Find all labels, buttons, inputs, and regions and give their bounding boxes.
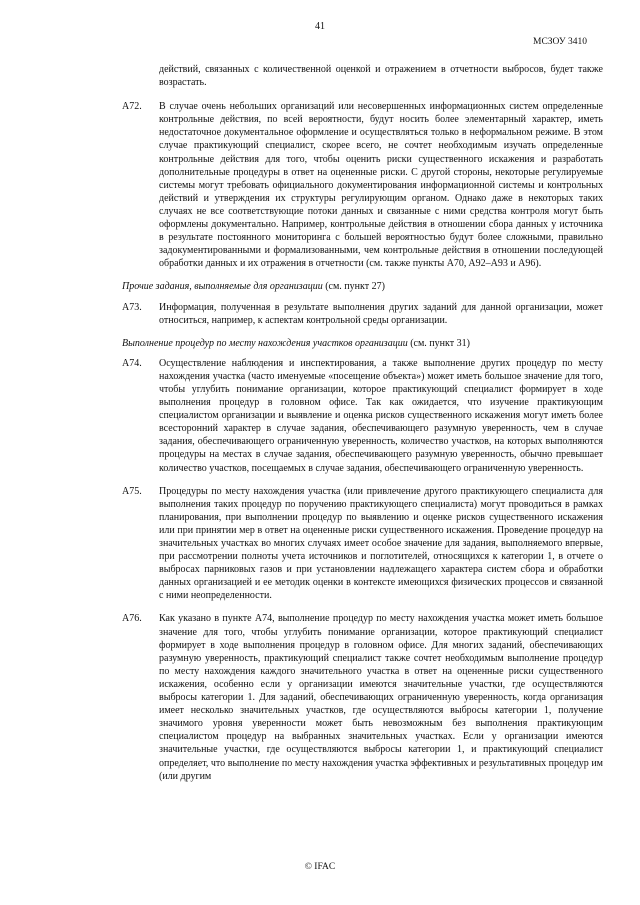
- numbered-paragraph: [122, 100, 603, 270]
- paragraph-text: Процедуры по месту нахождения участка (или привлечение другого практикующего специалиста для выполнения таких процедур по поручению практикующего специалиста) могут проводиться в рамках планирования, при выполнении процедур по выявлению и оценке рисков существенного искажения или при принятии мер в ответ на оцененные риски существенного искажения. Проведение процедур на значительных участках во многих случаях имеет особое значение для задания, выполняемого впервые, при рассмотрении полноты учета источников и поглотителей, относящихся к категории 1, в отчете о выбросах парниковых газов и при установлении надлежащего характера систем сбора и обработки данных организацией и ее методик оценки в контексте имеющихся физических процессов и связанной с ними неопределенности.: [159, 485, 603, 602]
- paragraph-number: A76.: [122, 613, 142, 625]
- standard-code: МСЗОУ 3410: [533, 37, 587, 47]
- numbered-paragraph: [122, 485, 603, 603]
- paragraph-text: Осуществление наблюдения и инспектирования, а также выполнение других процедур по месту нахождения участка (часто именуемые «посещение объекта») может иметь большое значение для того, чтобы углубить понимание организации, которое практикующий специалист формирует в ходе выполнения процедур в головном офисе. Так как ожидается, что изучение практикующим специалистом организации и выявление и оценка рисков существенного искажения могут иметь более всесторонний характер в случае задания, обеспечивающего разумную уверенность, чем в случае задания, обеспечивающего ограниченную уверенность, количество участков, на которых выполняются процедуры на местах в случае задания, обеспечивающего разумную уверенность, обычно превышает количество участков, посещаемых в случае задания, обеспечивающего ограниченную уверенность.: [159, 357, 603, 474]
- section-heading-other-engagements: [122, 280, 603, 293]
- paragraph-list: [122, 357, 603, 783]
- paragraph-number: A75.: [122, 485, 142, 497]
- section-heading-site-procedures: [122, 337, 603, 350]
- paragraph-number: A72.: [122, 101, 142, 113]
- paragraph-number: A74.: [122, 357, 142, 369]
- numbered-paragraph: [122, 612, 603, 782]
- numbered-paragraph: [122, 357, 603, 475]
- section-heading-ref: (см. пункт 27): [322, 281, 385, 293]
- paragraph-text: В случае очень небольших организаций или несовершенных информационных систем определенные контрольные действия, по всей вероятности, будут носить более элементарный характер, иметь недостаточное документальное оформление и осуществляться только в неформальном режиме. В этом случае практикующий специалист, скорее всего, не сочтет необходимым изучать определенные контрольные действия для того, чтобы оценить риски существенного искажения и разработать дополнительные процедуры в ответ на оцененные риски. С другой стороны, некоторые регулируемые системы могут требовать официального документирования информационной системы и контрольных действий и утверждения их структуры регулирующим органом. Однако даже в некоторых таких случаях не все соответствующие потоки данных и связанные с ними средства контроля могут быть оформлены документально. Например, контрольные действия в отношении сбора данных у источника в результате постоянного мониторинга с большей вероятностью будут более сложными, правильно задокументированными и формализованными, чем контрольные действия в отношении последующей обработки данных и их отражения в отчетности (см. также пункты A70, A92–A93 и A96).: [159, 101, 603, 270]
- section-heading-ref: (см. пункт 31): [407, 337, 470, 349]
- footer-copyright: © IFAC: [304, 862, 336, 872]
- page-number: 41: [315, 21, 325, 32]
- numbered-paragraph: [122, 301, 603, 327]
- section-heading-title: Выполнение процедур по месту нахождения участков организации: [122, 337, 408, 349]
- paragraph-text: Как указано в пункте A74, выполнение процедур по месту нахождения участка может иметь большое значение для того, чтобы углубить понимание организации, которое практикующий специалист формирует в ходе выполнения процедур в головном офисе. Для многих заданий, обеспечивающих разумную уверенность, практикующий специалист также сочтет необходимым выполнение процедур по месту нахождения каждого значительного участка в ответ на оцененные риски существенного искажения, особенно если у организации имеются значительные участки, где осуществляются выбросы категории 1. Для заданий, обеспечивающих ограниченную уверенность, когда организация имеет несколько значительных участков, где осуществляются выбросы категории 1, получение значимого уровня уверенности может быть невозможным без выполнения практикующим специалистом процедур на выбранных значительных участках. Если у организации имеются значительные участки, где осуществляются выбросы категории 1, и практикующий специалист определяет, что выполнение по месту нахождения участка эффективных и результативных процедур им (или другим: [159, 613, 603, 782]
- paragraph-number: A73.: [122, 301, 142, 313]
- continuation-paragraph: действий, связанных с количественной оценкой и отражением в отчетности выбросов, будет также возрастать.: [159, 64, 603, 89]
- paragraph-list: [122, 301, 603, 327]
- paragraph-text: Информация, полученная в результате выполнения других заданий для данной организации, может относиться, например, к аспектам контрольной среды организации.: [159, 301, 603, 326]
- section-heading-title: Прочие задания, выполняемые для организации: [122, 281, 323, 293]
- paragraph-list: [122, 100, 603, 270]
- page-body: [122, 63, 603, 793]
